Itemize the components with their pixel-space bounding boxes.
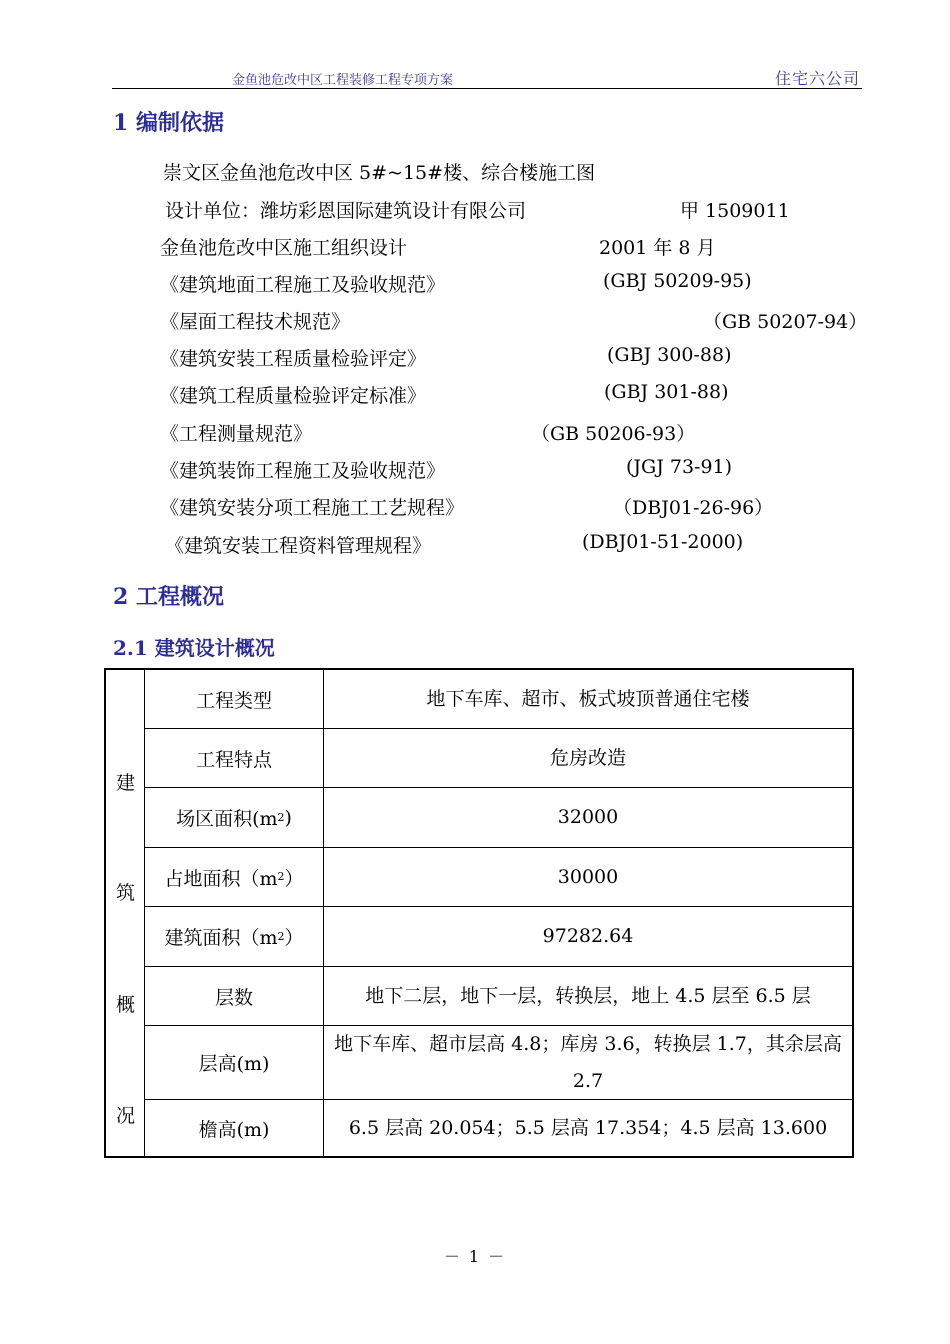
building-overview-table xyxy=(104,668,854,1158)
side-char: 况 xyxy=(115,1105,135,1127)
header-doc-title: 金鱼池危改中区工程装修工程专项方案 xyxy=(232,73,454,88)
row-label: 层数 xyxy=(145,967,324,1025)
ref-item-5-name: 《建筑安装工程质量检验评定》 xyxy=(160,348,427,370)
header-divider xyxy=(112,88,862,89)
ref-item-5-ref: (GBJ 300-88) xyxy=(607,344,732,366)
side-char: 概 xyxy=(115,994,135,1016)
row-value: 地下车库、超市、板式坡顶普通住宅楼 xyxy=(426,687,750,710)
ref-item-2-ref: 2001 年 8 月 xyxy=(599,237,716,259)
page-number: － 1 － xyxy=(443,1247,507,1266)
ref-item-10-ref: (DBJ01-51-2000) xyxy=(582,531,744,553)
table-row xyxy=(145,848,852,907)
table-row xyxy=(145,670,852,729)
table-row xyxy=(145,729,852,788)
ref-item-7-ref: （GB 50206-93） xyxy=(531,423,696,445)
row-label: 层高(m) xyxy=(145,1026,324,1099)
table-side-label xyxy=(106,670,145,1156)
row-label: 檐高(m) xyxy=(145,1100,324,1156)
ref-item-10-name: 《建筑安装工程资料管理规程》 xyxy=(165,535,432,557)
ref-item-0-name: 崇文区金鱼池危改中区 5#~15#楼、综合楼施工图 xyxy=(163,162,596,184)
section-1-heading: 1 编制依据 xyxy=(113,110,224,136)
table-row xyxy=(145,788,852,848)
header-company: 住宅六公司 xyxy=(774,69,860,88)
table-row xyxy=(145,967,852,1026)
ref-item-3-ref: (GBJ 50209-95) xyxy=(603,270,752,292)
table-row xyxy=(145,1026,852,1100)
section-2-1-heading: 2.1 建筑设计概况 xyxy=(113,636,275,660)
ref-item-8-ref: (JGJ 73-91) xyxy=(626,456,733,478)
row-value: 地下二层，地下一层，转换层，地上 4.5 层至 6.5 层 xyxy=(365,984,811,1007)
row-value: 地下车库、超市层高 4.8；库房 3.6，转换层 1.7，其余层高 2.7 xyxy=(334,1032,842,1092)
ref-item-4-ref: （GB 50207-94） xyxy=(703,311,868,333)
row-value: 危房改造 xyxy=(549,746,626,769)
table-row xyxy=(145,1100,852,1156)
side-char: 建 xyxy=(115,772,135,794)
ref-item-4-name: 《屋面工程技术规范》 xyxy=(160,311,351,333)
row-label: 工程类型 xyxy=(145,670,324,728)
ref-item-1-name: 设计单位：潍坊彩恩国际建筑设计有限公司 xyxy=(165,200,527,222)
ref-item-6-ref: (GBJ 301-88) xyxy=(604,381,729,403)
row-label: 场区面积(m 2 ) xyxy=(145,788,324,847)
row-label: 占地面积（m 2 ） xyxy=(145,848,324,906)
table-row xyxy=(145,907,852,967)
ref-item-1-ref: 甲 1509011 xyxy=(680,200,790,222)
row-value: 32000 xyxy=(557,806,619,828)
row-label: 工程特点 xyxy=(145,729,324,787)
ref-item-9-ref: （DBJ01-26-96） xyxy=(613,497,774,519)
ref-item-7-name: 《工程测量规范》 xyxy=(160,423,313,445)
ref-item-6-name: 《建筑工程质量检验评定标准》 xyxy=(160,385,427,407)
ref-item-8-name: 《建筑装饰工程施工及验收规范》 xyxy=(160,460,446,482)
row-value: 6.5 层高 20.054；5.5 层高 17.354；4.5 层高 13.600 xyxy=(348,1116,828,1139)
row-value: 30000 xyxy=(557,865,619,888)
ref-item-2-name: 金鱼池危改中区施工组织设计 xyxy=(160,237,408,259)
side-char: 筑 xyxy=(115,882,135,904)
section-2-heading: 2 工程概况 xyxy=(113,584,224,610)
ref-item-3-name: 《建筑地面工程施工及验收规范》 xyxy=(160,274,446,296)
ref-item-9-name: 《建筑安装分项工程施工工艺规程》 xyxy=(160,497,465,519)
row-label: 建筑面积（m 2 ） xyxy=(145,907,324,966)
row-value: 97282.64 xyxy=(542,925,634,947)
